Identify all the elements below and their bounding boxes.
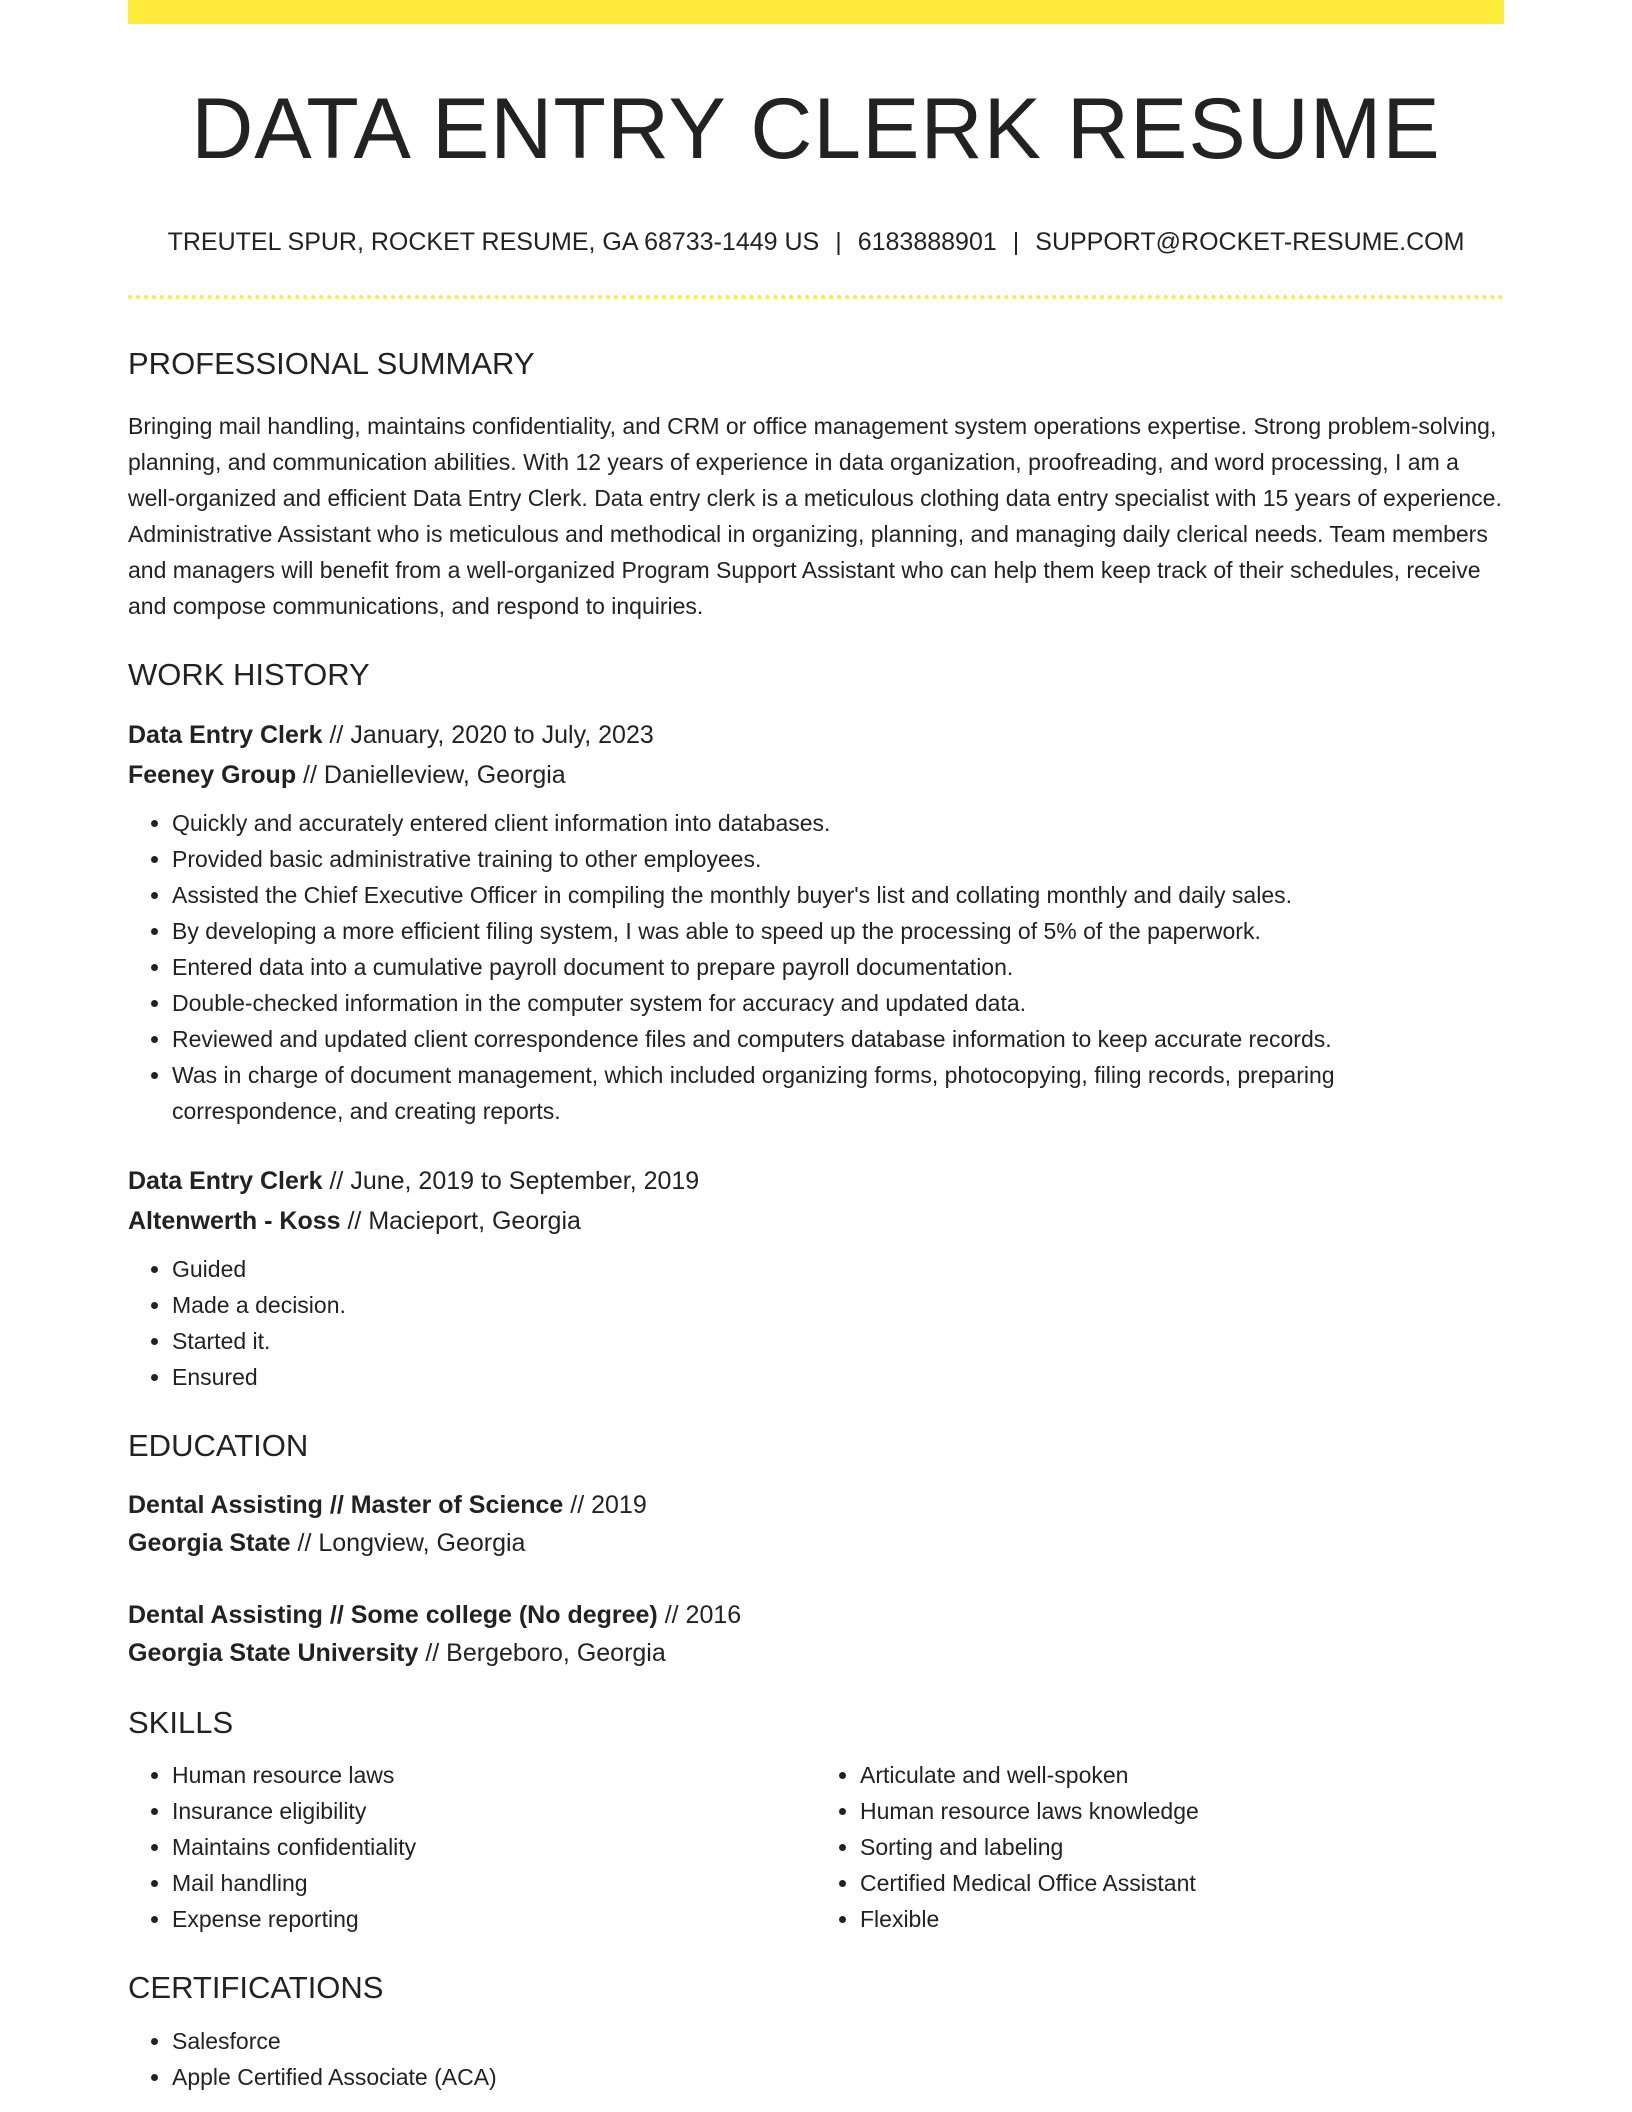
job-title-line (128, 715, 1504, 755)
certifications-list (128, 2023, 1504, 2095)
skills-list-right (816, 1757, 1504, 1937)
certification-item: • Apple Certified Associate (ACA) (172, 2059, 1504, 2095)
work-history-heading: WORK HISTORY (128, 656, 370, 692)
certifications-heading: CERTIFICATIONS (128, 1970, 384, 2006)
education-heading: EDUCATION (128, 1427, 309, 1463)
contact-email: SUPPORT@ROCKET-RESUME.COM (1035, 227, 1465, 256)
work-history-section (128, 656, 1504, 1395)
job-title: Data Entry Clerk (128, 720, 323, 749)
education-entry (128, 1596, 1504, 1672)
contact-separator: | (835, 227, 842, 256)
job-dates: // June, 2019 to September, 2019 (329, 1166, 700, 1195)
summary-text: Bringing mail handling, maintains confidentiality, and CRM or office management system operations expertise. Strong problem-solving, planning, and communication abilities. With 12 years of experience in data organization, proofreading, and word processing, I am a well-organized and efficient Data Entry Clerk. Data entry clerk is a meticulous clothing data entry specialist with 15 years of experience. Administrative Assistant who is meticulous and methodical in organizing, planning, and managing daily clerical needs. Team members and managers will benefit from a well-organized Program Support Assistant who can help them keep track of their schedules, receive and compose communications, and respond to inquiries. (128, 412, 1502, 619)
job-entry (128, 715, 1504, 1129)
job-bullet: • Made a decision. (172, 1287, 1504, 1323)
education-section (128, 1427, 1504, 1672)
education-degree: Dental Assisting // Some college (No degree) (128, 1601, 658, 1630)
job-bullet: • Entered data into a cumulative payroll document to prepare payroll documentation. (172, 949, 1504, 985)
job-bullet: • By developing a more efficient filing system, I was able to speed up the processing of 5% of the paperwork. (172, 913, 1504, 949)
certification-item: • Salesforce (172, 2023, 1504, 2059)
contact-phone: 6183888901 (857, 227, 997, 256)
summary-heading: PROFESSIONAL SUMMARY (128, 345, 535, 381)
job-company-line (128, 1201, 1504, 1241)
education-year: // 2016 (664, 1601, 742, 1630)
job-bullet: • Double-checked information in the computer system for accuracy and updated data. (172, 985, 1504, 1021)
job-bullet: • Reviewed and updated client correspondence files and computers database information to keep accurate records. (172, 1021, 1504, 1057)
education-degree: Dental Assisting // Master of Science (128, 1491, 564, 1520)
skill-item: • Certified Medical Office Assistant (860, 1865, 1504, 1901)
accent-top-bar (128, 0, 1504, 24)
skill-item: • Insurance eligibility (172, 1793, 816, 1829)
job-bullet: • Guided (172, 1251, 1504, 1287)
job-location: // Macieport, Georgia (347, 1206, 581, 1235)
job-bullet: • Started it. (172, 1323, 1504, 1359)
education-degree-line (128, 1486, 1504, 1524)
job-entry (128, 1161, 1504, 1395)
skill-item: • Sorting and labeling (860, 1829, 1504, 1865)
resume-title: DATA ENTRY CLERK RESUME (191, 81, 1441, 177)
skills-columns (128, 1757, 1504, 1937)
education-location: // Longview, Georgia (297, 1529, 526, 1558)
job-dates: // January, 2020 to July, 2023 (329, 720, 654, 749)
education-year: // 2019 (570, 1491, 647, 1520)
education-degree-line (128, 1596, 1504, 1634)
skill-item: • Human resource laws (172, 1757, 816, 1793)
job-bullets (128, 1251, 1504, 1395)
job-location: // Danielleview, Georgia (303, 760, 566, 789)
job-company: Altenwerth - Koss (128, 1206, 341, 1235)
job-company-line (128, 755, 1504, 795)
job-company: Feeney Group (128, 760, 297, 789)
contact-separator: | (1012, 227, 1020, 256)
job-bullet: • Was in charge of document management, which included organizing forms, photocopying, filing records, preparing correspondence, and creating reports. (172, 1057, 1504, 1129)
dotted-divider (128, 295, 1504, 299)
education-school: Georgia State University (128, 1639, 419, 1668)
job-bullet: • Quickly and accurately entered client information into databases. (172, 805, 1504, 841)
job-bullet: • Provided basic administrative training to other employees. (172, 841, 1504, 877)
skill-item: • Mail handling (172, 1865, 816, 1901)
certifications-section (128, 1969, 1504, 2094)
job-bullets (128, 805, 1504, 1129)
education-location: // Bergeboro, Georgia (425, 1639, 666, 1668)
summary-section (128, 345, 1504, 624)
contact-address: TREUTEL SPUR, ROCKET RESUME, GA 68733-1449 US (167, 227, 820, 256)
skills-section (128, 1704, 1504, 1937)
education-school-line (128, 1524, 1504, 1562)
job-title-line (128, 1161, 1504, 1201)
skills-heading: SKILLS (128, 1705, 234, 1741)
skill-item: • Articulate and well-spoken (860, 1757, 1504, 1793)
contact-line (128, 227, 1504, 257)
education-school: Georgia State (128, 1529, 291, 1558)
job-title: Data Entry Clerk (128, 1166, 323, 1195)
job-bullet: • Assisted the Chief Executive Officer in compiling the monthly buyer's list and collating monthly and daily sales. (172, 877, 1504, 913)
education-school-line (128, 1634, 1504, 1672)
skill-item: • Human resource laws knowledge (860, 1793, 1504, 1829)
resume-content (128, 0, 1504, 2095)
education-entry (128, 1486, 1504, 1562)
skill-item: • Expense reporting (172, 1901, 816, 1937)
skill-item: • Maintains confidentiality (172, 1829, 816, 1865)
job-bullet: • Ensured (172, 1359, 1504, 1395)
skill-item: • Flexible (860, 1901, 1504, 1937)
skills-list-left (128, 1757, 816, 1937)
